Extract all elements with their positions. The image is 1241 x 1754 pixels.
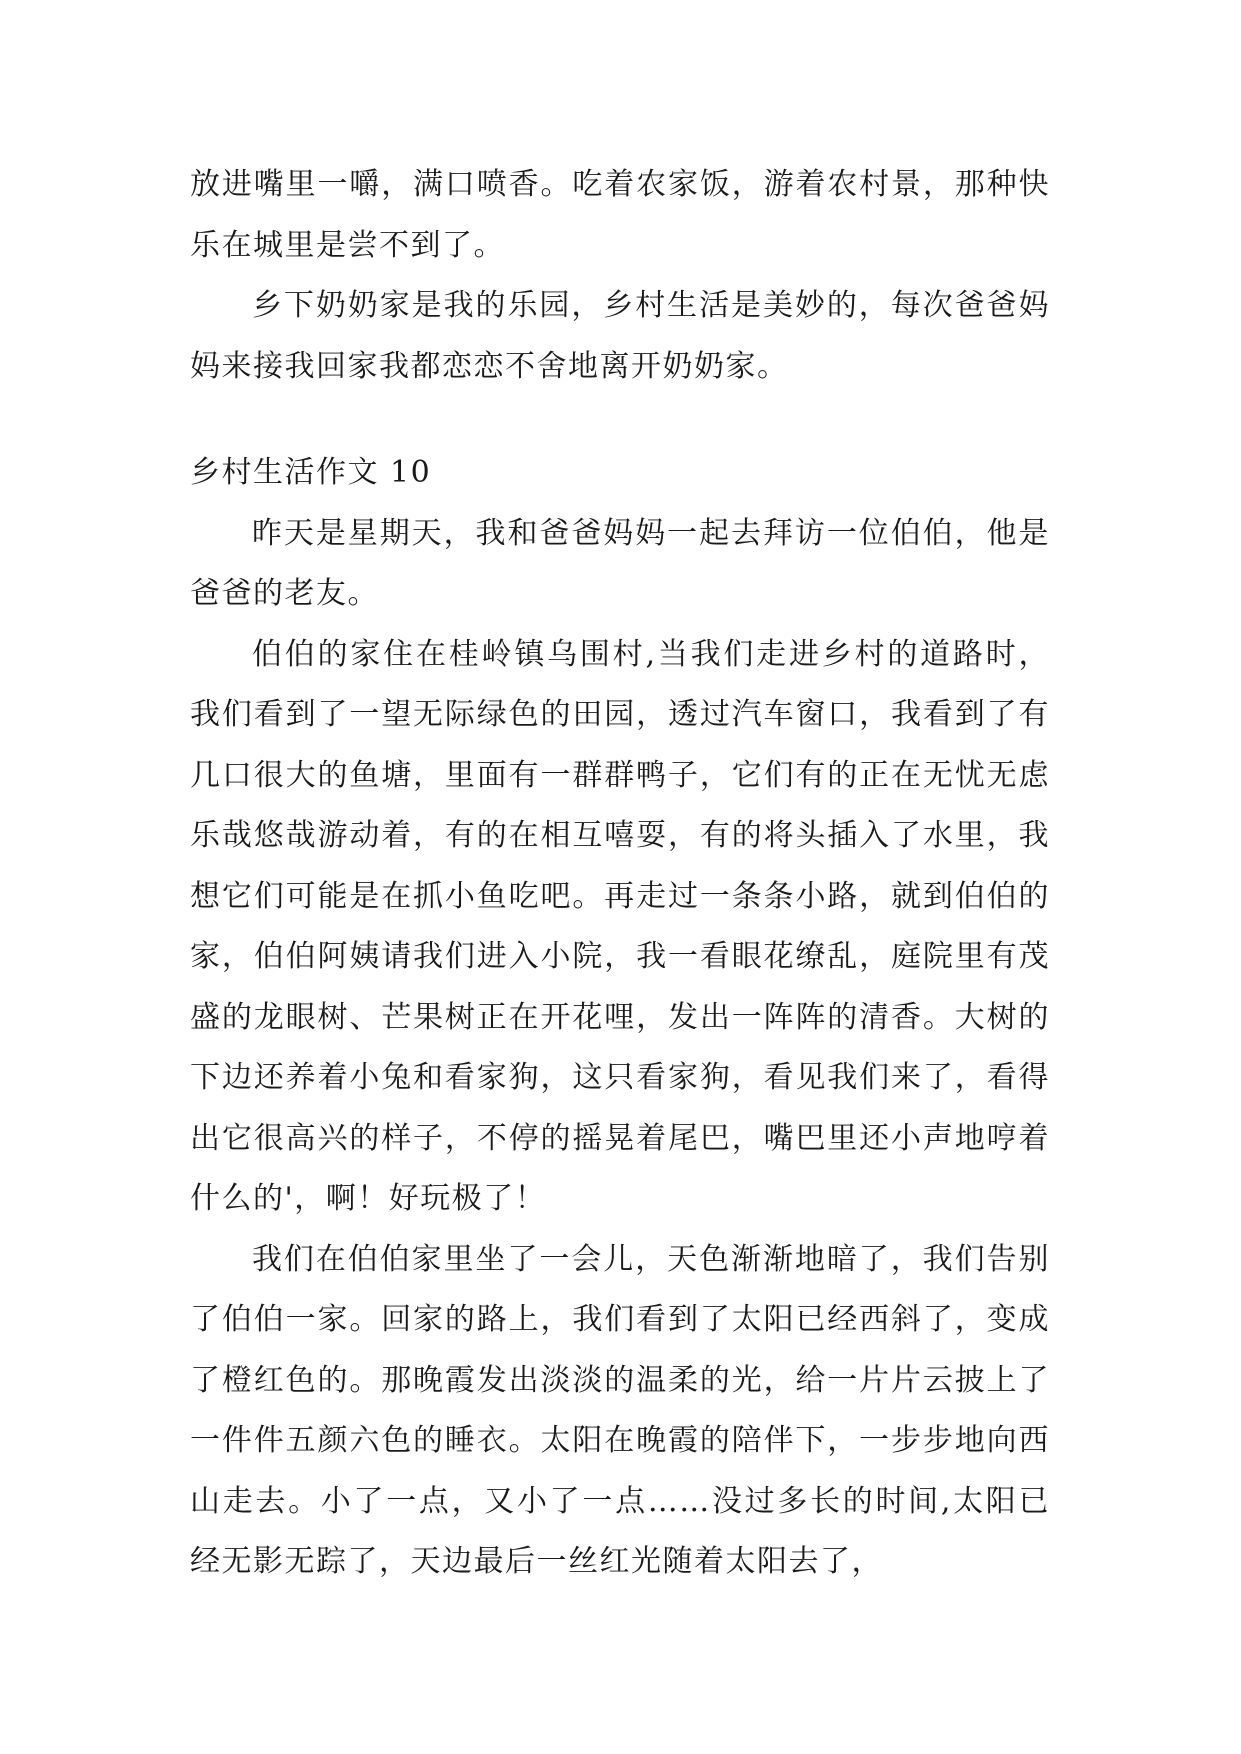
essay-section: [190, 443, 1050, 1593]
paragraph-village-visit: 伯伯的家住在桂岭镇乌围村,当我们走进乡村的道路时，我们看到了一望无际绿色的田园，透过汽车窗口，我看到了有几口很大的鱼塘，里面有一群群鸭子，它们有的正在无忧无虑乐哉悠哉游动着，有的在相互嘻耍，有的将头插入了水里，我想它们可能是在抓小鱼吃吧。再走过一条条小路，就到伯伯的家，伯伯阿姨请我们进入小院，我一看眼花缭乱，庭院里有茂盛的龙眼树、芒果树正在开花哩，发出一阵阵的清香。大树的下边还养着小兔和看家狗，这只看家狗，看见我们来了，看得出它很高兴的样子，不停的摇晃着尾巴，嘴巴里还小声地哼着什么的'，啊！好玩极了！: [190, 636, 1050, 1216]
continued-text: [190, 155, 1050, 397]
paragraph-continuation: 放进嘴里一嚼，满口喷香。吃着农家饭，游着农村景，那种快乐在城里是尝不到了。: [190, 167, 1050, 263]
paragraph-intro: 昨天是星期天，我和爸爸妈妈一起去拜访一位伯伯，他是爸爸的老友。: [190, 515, 1050, 611]
paragraph-closing: 乡下奶奶家是我的乐园，乡村生活是美妙的，每次爸爸妈妈来接我回家我都恋恋不舍地离开奶奶家。: [190, 288, 1050, 384]
paragraph-sunset: 我们在伯伯家里坐了一会儿，天色渐渐地暗了，我们告别了伯伯一家。回家的路上，我们看到了太阳已经西斜了，变成了橙红色的。那晚霞发出淡淡的温柔的光，给一片片云披上了一件件五颜六色的睡衣。太阳在晚霞的陪伴下，一步步地向西山走去。小了一点，又小了一点……没过多长的时间,太阳已经无影无踪了，天边最后一丝红光随着太阳去了，: [190, 1241, 1050, 1579]
section-heading: 乡村生活作文 10: [190, 455, 432, 490]
